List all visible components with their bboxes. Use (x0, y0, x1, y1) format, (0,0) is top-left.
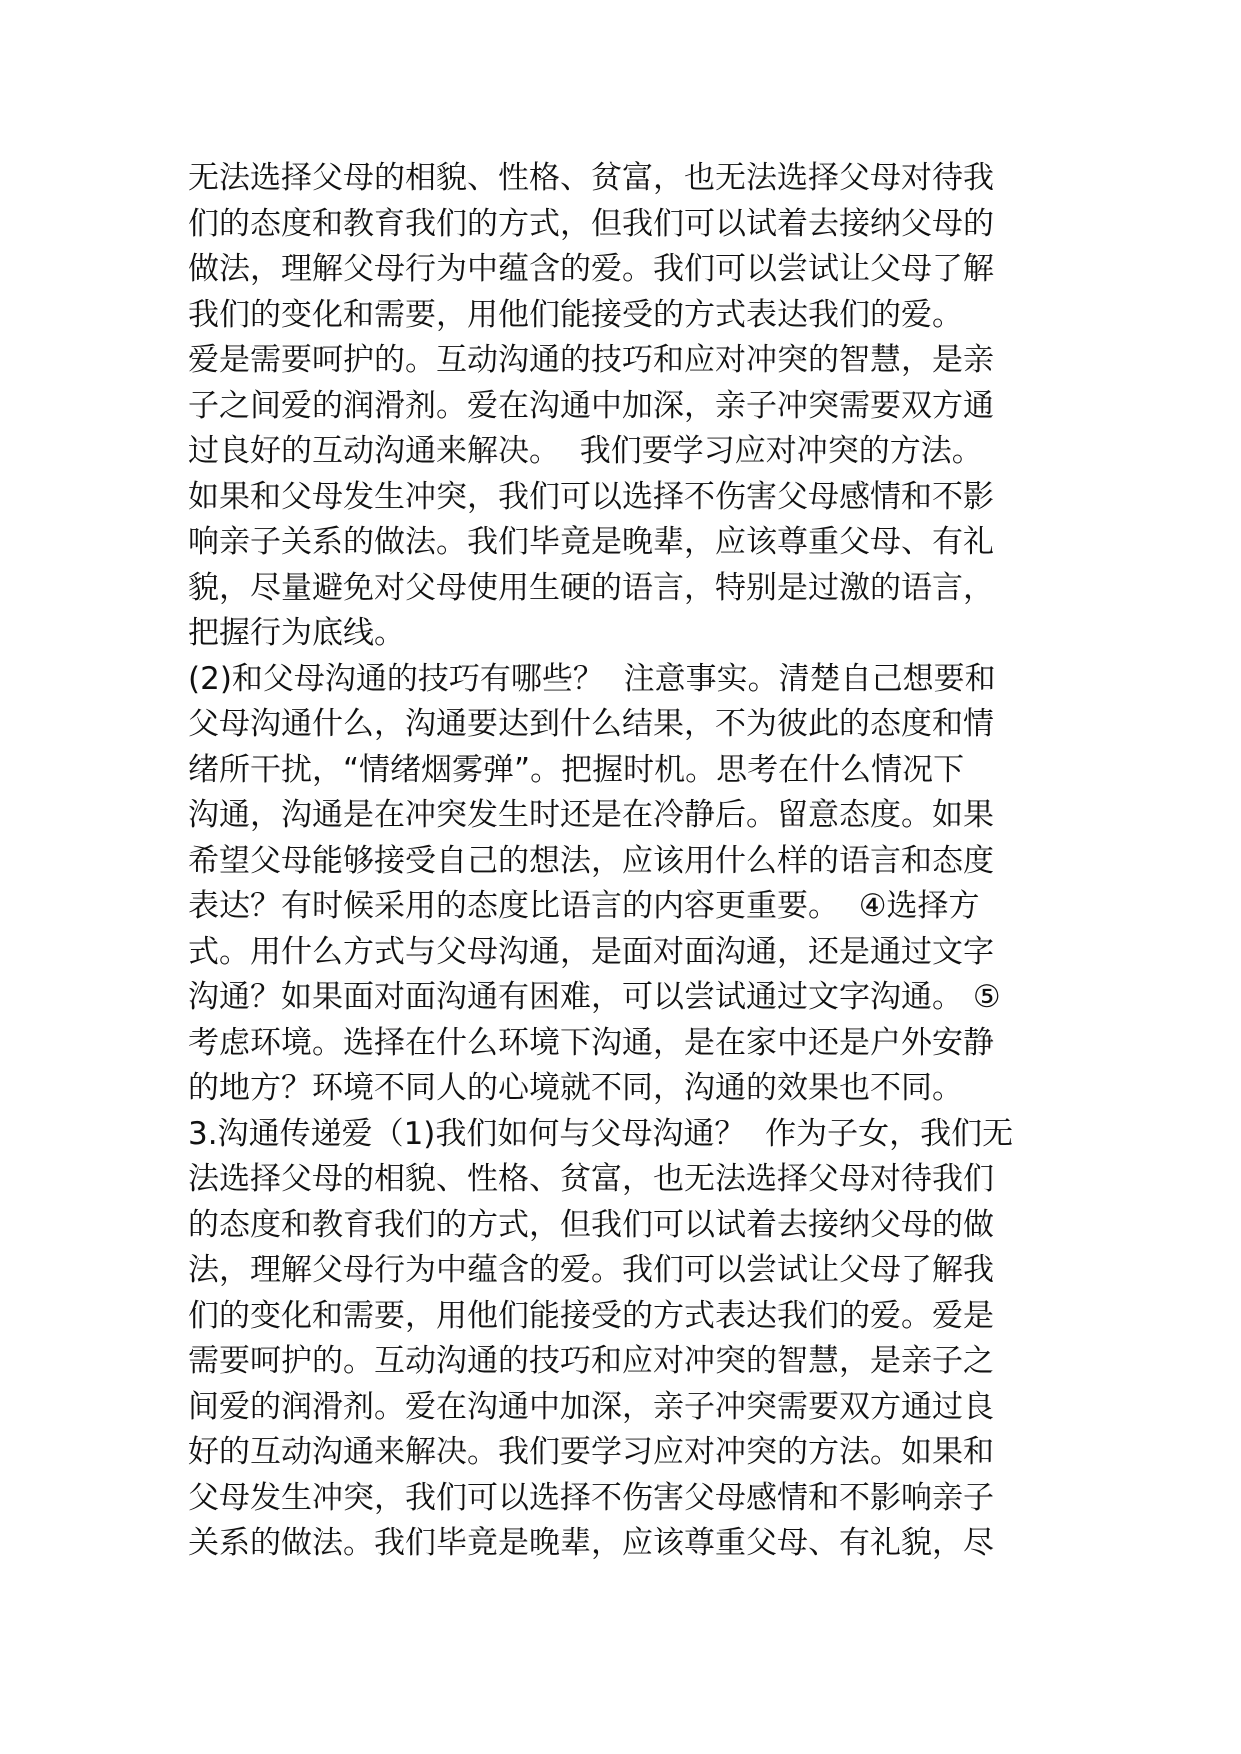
text-line: 式。用什么方式与父母沟通，是面对面沟通，还是通过文字 (188, 933, 994, 970)
text-line: 表达？有时候采用的态度比语言的内容更重要。 ④选择方 (188, 888, 980, 924)
text-line: 父母发生冲突，我们可以选择不伤害父母感情和不影响亲子 (188, 1479, 994, 1516)
text-line: 需要呵护的。互动沟通的技巧和应对冲突的智慧，是亲子之 (188, 1343, 994, 1379)
body-text (188, 156, 1068, 1567)
text-line: 我们的变化和需要，用他们能接受的方式表达我们的爱。 (188, 296, 963, 333)
text-line: 过良好的互动沟通来解决。 我们要学习应对冲突的方法。 (188, 433, 983, 469)
text-line: 希望父母能够接受自己的想法，应该用什么样的语言和态度 (188, 842, 994, 879)
text-line: 们的态度和教育我们的方式，但我们可以试着去接纳父母的 (188, 205, 994, 242)
text-line: 沟通？如果面对面沟通有困难，可以尝试通过文字沟通。 ⑤ (188, 979, 1001, 1015)
text-line: 子之间爱的润滑剂。爱在沟通中加深，亲子冲突需要双方通 (188, 387, 994, 424)
text-line: 父母沟通什么，沟通要达到什么结果，不为彼此的态度和情 (188, 706, 994, 742)
text-line: 做法，理解父母行为中蕴含的爱。我们可以尝试让父母了解 (188, 251, 994, 287)
text-line: 响亲子关系的做法。我们毕竟是晚辈，应该尊重父母、有礼 (188, 524, 994, 560)
text-line: 沟通，沟通是在冲突发生时还是在冷静后。留意态度。如果 (188, 797, 994, 833)
text-line: 法选择父母的相貌、性格、贫富，也无法选择父母对待我们 (188, 1161, 994, 1197)
text-line: 好的互动沟通来解决。我们要学习应对冲突的方法。如果和 (188, 1434, 994, 1470)
text-line: 法，理解父母行为中蕴含的爱。我们可以尝试让父母了解我 (188, 1252, 994, 1288)
text-line: 关系的做法。我们毕竟是晚辈，应该尊重父母、有礼貌，尽 (188, 1525, 994, 1561)
text-line: 绪所干扰，“情绪烟雾弹”。把握时机。思考在什么情况下 (188, 751, 965, 788)
text-line: 的地方？环境不同人的心境就不同，沟通的效果也不同。 (188, 1070, 963, 1106)
text-line: 考虑环境。选择在什么环境下沟通，是在家中还是户外安静 (188, 1024, 994, 1061)
text-line: 的态度和教育我们的方式，但我们可以试着去接纳父母的做 (188, 1206, 994, 1243)
text-line: (2)和父母沟通的技巧有哪些？ 注意事实。清楚自己想要和 (188, 660, 996, 697)
text-line: 们的变化和需要，用他们能接受的方式表达我们的爱。爱是 (188, 1297, 994, 1334)
text-line: 间爱的润滑剂。爱在沟通中加深，亲子冲突需要双方通过良 (188, 1388, 994, 1425)
text-line: 貌，尽量避免对父母使用生硬的语言，特别是过激的语言， (188, 569, 994, 606)
text-line: 如果和父母发生冲突，我们可以选择不伤害父母感情和不影 (188, 478, 994, 515)
text-line: 把握行为底线。 (188, 615, 405, 651)
text-line: 3.沟通传递爱（1)我们如何与父母沟通？ 作为子女，我们无 (188, 1115, 1014, 1152)
text-line: 无法选择父母的相貌、性格、贫富，也无法选择父母对待我 (188, 160, 994, 196)
text-line: 爱是需要呵护的。互动沟通的技巧和应对冲突的智慧，是亲 (188, 342, 994, 378)
